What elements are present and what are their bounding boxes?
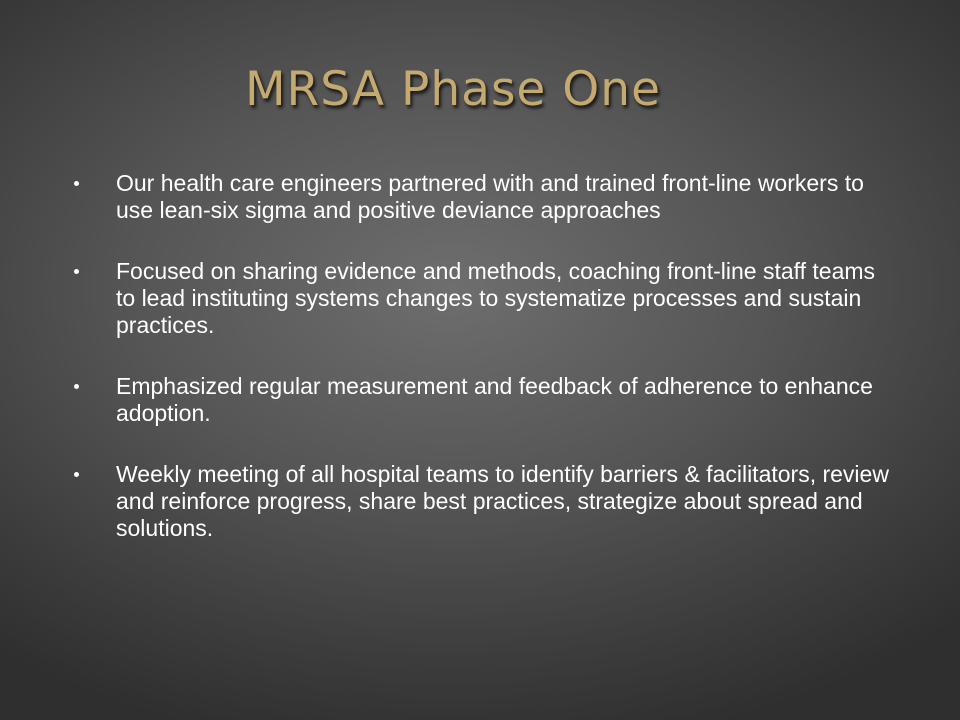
bullet-list: [70, 170, 900, 576]
bullet-item: [70, 170, 900, 224]
bullet-text: Focused on sharing evidence and methods, coaching front-line staff teams to lead instituting systems changes to systematize processes and sustain practices.: [116, 258, 876, 338]
bullet-dot-icon: [74, 472, 79, 477]
bullet-dot-icon: [74, 384, 79, 389]
bullet-text: Weekly meeting of all hospital teams to identify barriers & facilitators, review and reinforce progress, share best practices, strategize about spread and solutions.: [116, 461, 889, 541]
bullet-item: [70, 373, 900, 427]
bullet-dot-icon: [74, 269, 79, 274]
bullet-item: [70, 258, 900, 339]
bullet-item: [70, 461, 900, 542]
bullet-text: Our health care engineers partnered with and trained front-line workers to use lean-six sigma and positive deviance approaches: [116, 170, 864, 223]
bullet-dot-icon: [74, 181, 79, 186]
slide-title: MRSA Phase One: [245, 62, 661, 117]
bullet-text: Emphasized regular measurement and feedback of adherence to enhance adoption.: [116, 373, 873, 426]
